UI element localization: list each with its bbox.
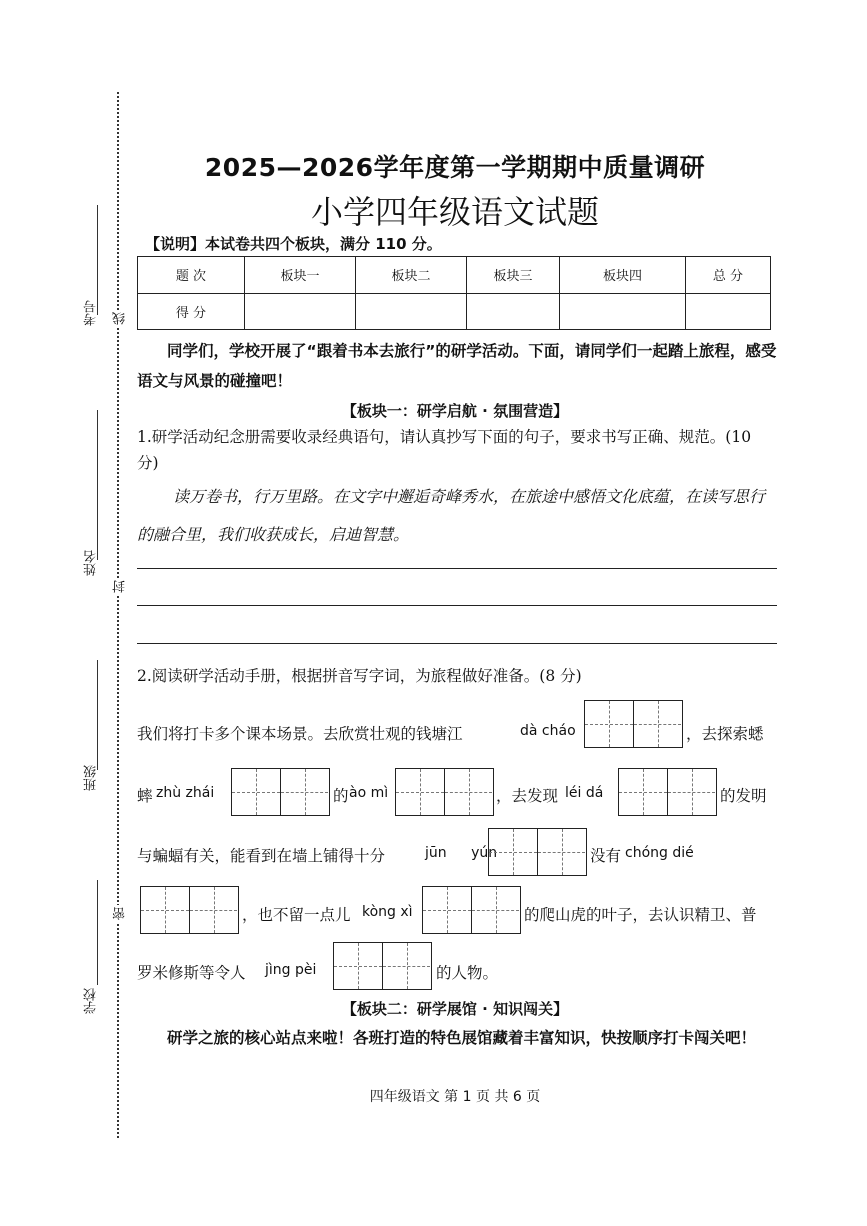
q2-pinyin: dà cháo: [520, 723, 576, 739]
q2-text: 的: [333, 787, 349, 805]
score-header-cell: 板块二: [356, 257, 467, 294]
answer-cell[interactable]: [334, 943, 382, 989]
answer-cell[interactable]: [585, 701, 633, 747]
answer-cell[interactable]: [444, 769, 492, 815]
answer-cell[interactable]: [667, 769, 715, 815]
score-header-cell: 总 分: [686, 257, 771, 294]
answer-cell[interactable]: [396, 769, 444, 815]
answer-grid-kongxi[interactable]: [422, 886, 521, 934]
q1-prompt: 1.研学活动纪念册需要收录经典语句，请认真抄写下面的句子，要求书写正确、规范。(10 分): [137, 428, 752, 472]
q2-pinyin: chóng dié: [625, 845, 694, 861]
answer-grid-junyun[interactable]: [488, 828, 587, 876]
name-label: 姓名: [84, 550, 99, 576]
score-table-header-row: [138, 257, 771, 294]
q2-pinyin: kòng xì: [362, 904, 413, 920]
answer-cell[interactable]: [471, 887, 519, 933]
answer-grid-zhuzhai[interactable]: [231, 768, 330, 816]
binding-dotted-line: [117, 92, 119, 1138]
school-label: 学校: [84, 988, 99, 1014]
q2-text: 没有: [590, 847, 622, 865]
score-cell[interactable]: [467, 293, 560, 330]
score-cell[interactable]: [356, 293, 467, 330]
q2-prompt: 2.阅读研学活动手册，根据拼音写字词，为旅程做好准备。(8 分): [137, 667, 582, 685]
class-field[interactable]: [97, 660, 98, 770]
exam-no-label: 考号: [84, 300, 99, 326]
answer-grid-chongdie[interactable]: [140, 886, 239, 934]
answer-cell[interactable]: [280, 769, 328, 815]
score-table-score-row: [138, 293, 771, 330]
score-header-cell: 题 次: [138, 257, 245, 294]
section2-heading: 【板块二：研学展馆 · 知识闯关】: [341, 1000, 569, 1018]
answer-cell[interactable]: [619, 769, 667, 815]
score-header-cell: 板块三: [467, 257, 560, 294]
q2-text: ，去探索蟋: [686, 725, 764, 743]
section2-intro: 研学之旅的核心站点来啦！各班打造的特色展馆藏着丰富知识，快按顺序打卡闯关吧！: [167, 1029, 757, 1047]
answer-cell[interactable]: [633, 701, 681, 747]
exam-note: 【说明】本试卷共四个板块，满分 110 分。: [145, 235, 442, 253]
q1-writing-line-1[interactable]: [137, 568, 777, 569]
q2-pinyin: jìng pèi: [265, 962, 317, 978]
cut-word-seal: 封: [113, 580, 128, 593]
q1-writing-line-3[interactable]: [137, 643, 777, 644]
answer-cell[interactable]: [232, 769, 280, 815]
answer-cell[interactable]: [489, 829, 537, 875]
score-row-label: 得 分: [138, 293, 245, 330]
answer-grid-jingpei[interactable]: [333, 942, 432, 990]
score-cell[interactable]: [245, 293, 356, 330]
q2-text: 蟀: [137, 787, 153, 805]
class-label: 班级: [84, 765, 99, 791]
q2-text: 的发明: [720, 787, 767, 805]
q2-pinyin: ào mì: [349, 785, 389, 801]
q1-writing-line-2[interactable]: [137, 605, 777, 606]
q2-pinyin: zhù zhái: [156, 785, 215, 801]
q1-passage: 读万卷书，行万里路。在文字中邂逅奇峰秀水，在旅途中感悟文化底蕴，在读写思行的融合里，我们收获成长，启迪智慧。: [137, 487, 766, 544]
q2-text: 我们将打卡多个课本场景。去欣赏壮观的钱塘江: [137, 725, 463, 743]
exam-title-line2: 小学四年级语文试题: [310, 193, 599, 231]
cut-word-line: 线: [113, 312, 128, 325]
q2-text: ，也不留一点儿: [242, 906, 351, 924]
q2-text: 罗米修斯等令人: [137, 964, 246, 982]
q2-text: 的爬山虎的叶子，去认识精卫、普: [524, 906, 757, 924]
answer-grid-leida[interactable]: [618, 768, 717, 816]
q2-text: ，去发现: [496, 787, 559, 805]
cut-word-secret: 密: [113, 907, 128, 920]
answer-cell[interactable]: [189, 887, 237, 933]
q2-text: 的人物。: [436, 964, 499, 982]
score-header-cell: 板块四: [560, 257, 686, 294]
answer-grid-dachao[interactable]: [584, 700, 683, 748]
exam-title-line1: 2025—2026学年度第一学期期中质量调研: [204, 153, 706, 182]
answer-cell[interactable]: [141, 887, 189, 933]
page-footer: 四年级语文 第 1 页 共 6 页: [369, 1089, 541, 1105]
q2-pinyin: léi dá: [565, 785, 604, 801]
answer-cell[interactable]: [423, 887, 471, 933]
section1-heading: 【板块一：研学启航 · 氛围营造】: [341, 402, 569, 420]
q2-pinyin: jūn yún: [425, 845, 498, 861]
score-header-cell: 板块一: [245, 257, 356, 294]
name-field[interactable]: [97, 410, 98, 560]
score-table: [137, 256, 771, 330]
school-field[interactable]: [97, 880, 98, 985]
answer-cell[interactable]: [382, 943, 430, 989]
answer-grid-aomi[interactable]: [395, 768, 494, 816]
score-cell[interactable]: [560, 293, 686, 330]
score-cell[interactable]: [686, 293, 771, 330]
intro-paragraph: 同学们，学校开展了“跟着书本去旅行”的研学活动。下面，请同学们一起踏上旅程，感受语文与风景的碰撞吧！: [137, 342, 777, 390]
q2-text: 与蝙蝠有关，能看到在墙上铺得十分: [137, 847, 386, 865]
answer-cell[interactable]: [537, 829, 585, 875]
